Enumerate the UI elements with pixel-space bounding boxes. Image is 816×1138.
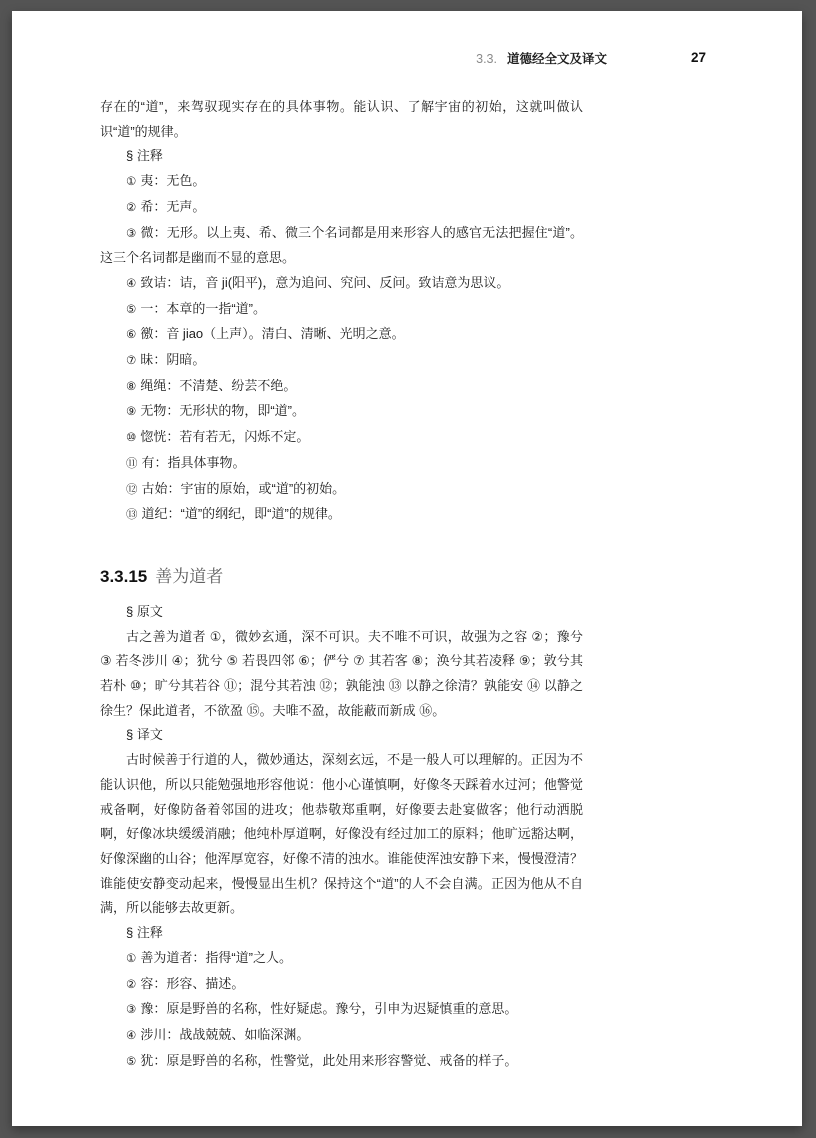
note-text: 涉川：战战兢兢、如临深渊。 bbox=[140, 1026, 310, 1042]
header-section-number: 3.3. bbox=[476, 52, 497, 66]
note-item bbox=[100, 322, 583, 348]
note-marker: ③ bbox=[126, 1004, 137, 1017]
note-item bbox=[100, 972, 583, 998]
note-item bbox=[100, 221, 583, 271]
note-text: 无物：无形状的物，即“道”。 bbox=[140, 403, 305, 419]
note-item bbox=[100, 374, 583, 400]
note-marker: ① bbox=[126, 176, 137, 189]
note-text: 希：无声。 bbox=[140, 198, 206, 214]
note-marker: ⑬ bbox=[126, 509, 138, 522]
note-text: 豫：原是野兽的名称，性好疑虑。豫兮，引申为迟疑慎重的意思。 bbox=[140, 1001, 518, 1017]
note-text: 惚恍：若有若无，闪烁不定。 bbox=[140, 429, 310, 445]
note-marker: ② bbox=[126, 201, 137, 214]
notes-section-label: § 注释 bbox=[126, 148, 163, 164]
translation-label: § 译文 bbox=[126, 727, 163, 743]
note-marker: ⑥ bbox=[126, 329, 137, 342]
note-marker: ④ bbox=[126, 1029, 137, 1042]
note-text: 昧：阴暗。 bbox=[140, 352, 206, 368]
note-item bbox=[100, 1049, 583, 1075]
note-text: 有：指具体事物。 bbox=[141, 454, 246, 470]
note-text: 善为道者：指得“道”之人。 bbox=[140, 949, 292, 965]
note-marker: ⑧ bbox=[126, 380, 137, 393]
section-notes-label: § 注释 bbox=[126, 925, 163, 941]
note-text: 徼：音 jiao（上声）。清白、清晰、光明之意。 bbox=[140, 326, 405, 342]
note-text: 微：无形。以上夷、希、微三个名词都是用来形容人的感官无法把握住“道”。这三个名词都是幽而不显的意思。 bbox=[100, 224, 583, 266]
note-marker: ⑪ bbox=[126, 457, 138, 470]
section-heading bbox=[100, 564, 583, 590]
note-marker: ⑤ bbox=[126, 303, 137, 316]
original-text-paragraph: 古之善为道者 ①，微妙玄通，深不可识。夫不唯不可识，故强为之容 ②；豫兮 ③ 若冬涉川 ④；犹兮 ⑤ 若畏四邻 ⑥；俨兮 ⑦ 其若客 ⑧；涣兮其若凌释 ⑨；敦兮其若朴 ⑩；旷兮其若谷 ⑪；混兮其若浊 ⑫；孰能浊 ⑬ 以静之徐清？孰能安 ⑭ 以静之徐生？保此道者，不欲盈 ⑮。夫唯不盈，故能蔽而新成 ⑯。 bbox=[100, 628, 584, 718]
note-text: 犹：原是野兽的名称，性警觉，此处用来形容警觉、戒备的样子。 bbox=[140, 1052, 518, 1068]
note-item bbox=[100, 997, 583, 1023]
original-label: § 原文 bbox=[126, 603, 163, 619]
page-number: 27 bbox=[690, 50, 706, 65]
note-item bbox=[100, 502, 583, 528]
note-item bbox=[100, 169, 583, 195]
note-text: 致诘：诘，音 ji(阳平)，意为追问、究问、反问。致诘意为思议。 bbox=[140, 274, 510, 290]
note-item bbox=[100, 451, 583, 477]
note-item bbox=[100, 271, 583, 297]
note-marker: ② bbox=[126, 978, 137, 991]
note-item bbox=[100, 195, 583, 221]
note-marker: ⑩ bbox=[126, 432, 137, 445]
header-section-title: 道德经全文及译文 bbox=[506, 52, 607, 66]
section-heading-number: 3.3.15 bbox=[100, 566, 148, 586]
section-heading-title: 善为道者 bbox=[155, 566, 224, 586]
note-marker: ④ bbox=[126, 277, 137, 290]
note-item bbox=[100, 946, 583, 972]
note-text: 绳绳：不清楚、纷芸不绝。 bbox=[140, 377, 297, 393]
note-item bbox=[100, 297, 583, 323]
note-marker: ⑫ bbox=[126, 483, 138, 496]
note-item bbox=[100, 477, 583, 503]
note-text: 一：本章的一指“道”。 bbox=[140, 300, 266, 316]
translation-text-paragraph: 古时候善于行道的人，微妙通达，深刻玄远，不是一般人可以理解的。正因为不能认识他，所以只能勉强地形容他说：他小心谨慎啊，好像冬天踩着水过河；他警觉戒备啊，好像防备着邻国的进攻；他恭敬郑重啊，好像要去赴宴做客；他行动洒脱啊，好像冰块缓缓消融；他纯朴厚道啊，好像没有经过加工的原料；他旷远豁达啊，好像深幽的山谷；他浑厚宽容，好像不清的浊水。谁能使浑浊安静下来，慢慢澄清？谁能使安静变动起来，慢慢显出生机？保持这个“道”的人不会自满。正因为他从不自满，所以能够去故更新。 bbox=[100, 752, 583, 916]
note-item bbox=[100, 1023, 583, 1049]
note-text: 古始：宇宙的原始，或“道”的初始。 bbox=[141, 480, 346, 496]
running-header bbox=[476, 50, 607, 68]
note-marker: ① bbox=[126, 952, 137, 965]
intro-paragraph: 存在的“道”，来驾驭现实存在的具体事物。能认识、了解宇宙的初始，这就叫做认识“道”的规律。 bbox=[100, 99, 583, 139]
document-page bbox=[12, 11, 802, 1126]
note-item bbox=[100, 425, 583, 451]
note-marker: ③ bbox=[126, 227, 137, 240]
page-content bbox=[100, 95, 583, 1074]
note-text: 容：形容、描述。 bbox=[140, 975, 245, 991]
note-marker: ⑦ bbox=[126, 355, 137, 368]
note-text: 夷：无色。 bbox=[140, 173, 206, 189]
note-marker: ⑤ bbox=[126, 1055, 137, 1068]
note-item bbox=[100, 348, 583, 374]
note-marker: ⑨ bbox=[126, 406, 137, 419]
note-text: 道纪：“道”的纲纪，即“道”的规律。 bbox=[141, 506, 341, 522]
note-item bbox=[100, 399, 583, 425]
